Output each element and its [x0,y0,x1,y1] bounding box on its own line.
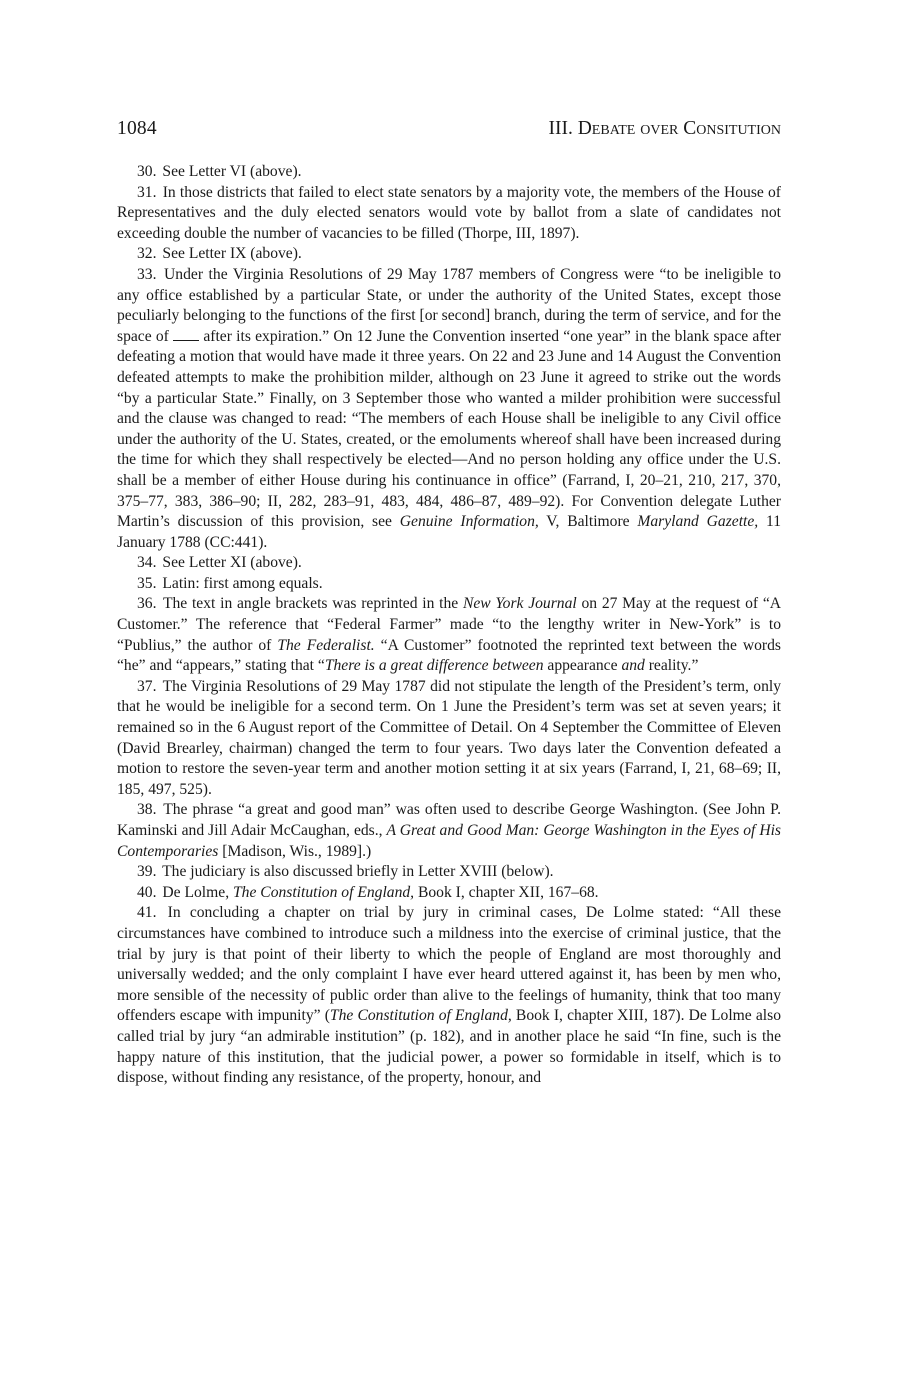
section-title [548,118,781,140]
endnote [117,265,781,553]
endnote [117,162,781,183]
endnote-italic-text: Genuine Information, [399,513,539,531]
endnote-text: See Letter IX (above). [162,245,302,263]
endnote-text: appearance [543,657,622,675]
endnote-text: Book I, chapter XII, 167–68. [414,883,599,901]
endnote [117,883,781,904]
endnote [117,903,781,1088]
endnote [117,574,781,595]
endnote [117,862,781,883]
endnote-text: V, Baltimore [538,513,638,531]
endnote-text: In concluding a chapter on trial by jury in criminal cases, De Lolme stated: “All these circumstances have combined to introduce such a mildness into the exercise of criminal justice, that the trial by jury is that point of their liberty to which the people of England are most thoroughly and universally wedded; and the only complaint I have ever heard uttered against it, has been by men who, more sensible of the necessity of public order than alive to the feelings of humanity, think that too many offenders escape with impunity” ( [117,904,781,1025]
endnote-number: 39. [137,863,157,881]
running-head [117,118,781,140]
endnote-text: The text in angle brackets was reprinted in the [162,595,463,613]
endnote-text: Latin: first among equals. [162,574,323,592]
endnote [117,594,781,676]
endnotes-list [117,162,781,1089]
section-title-roman: III. [548,118,573,139]
endnote-number: 35. [137,574,157,592]
endnote-number: 31. [137,183,157,201]
endnote-text: reality.” [644,657,699,675]
endnote-italic-text: and [621,657,645,675]
endnote-number: 40. [137,883,157,901]
endnote-italic-text: Maryland Gazette, [637,513,759,531]
endnote [117,677,781,801]
endnote-text: See Letter VI (above). [162,163,302,180]
endnote-text: The phrase “a great and good man” was often used to describe George Washington. (See John P. Kaminski and Jill Adair McCaughan, eds., [117,801,782,839]
endnote-italic-text: There is a great difference between [324,657,544,675]
endnote-italic-text: The Constitution of England, [233,883,415,901]
endnote [117,183,781,245]
endnote [117,800,781,862]
endnote-text: 11 January 1788 (CC:441). [117,513,781,551]
endnote [117,244,781,265]
endnote-text: See Letter XI (above). [162,554,302,572]
endnote-number: 34. [137,554,157,572]
endnote-text: The Virginia Resolutions of 29 May 1787 did not stipulate the length of the President’s term, only that he would be ineligible for a second term. On 1 June the President’s term was set at seven years; it remained so in the 6 August report of the Committee of Detail. On 4 September the Committee of Eleven (David Brearley, chairman) changed the term to four years. Two days later the Convention defeated a motion to restore the seven-year term and another motion setting it at six years (Farrand, I, 21, 68–69; II, 185, 497, 525). [117,677,781,798]
endnote-text: [Madison, Wis., 1989].) [218,842,372,860]
endnote-text: In those districts that failed to elect state senators by a majority vote, the members of the House of Representatives and the duly elected senators would vote by ballot from a slate of candidates not exceeding double the number of vacancies to be filled (Thorpe, III, 1897). [117,183,782,242]
endnote-text: The judiciary is also discussed briefly in Letter XVIII (below). [162,863,554,881]
section-title-text: Debate over Consitution [577,118,781,139]
endnote-number: 38. [137,801,157,819]
endnote-text: Under the Virginia Resolutions of 29 May 1787 members of Congress were “to be ineligible to any office established by a particular State, or under the authority of the United States, except those peculiarly belonging to the functions of the first [or second] branch, during the term of service, and for the space of [117,265,781,345]
endnote-number: 30. [137,163,157,180]
book-page [117,118,781,1089]
endnote-text: on 27 May at the request of “A Customer.” The reference that “Federal Farmer” made “to the lengthy writer in New-York” is to “Publius,” the author of [117,595,782,654]
endnote-text: “A Customer” footnoted the reprinted text between the words “he” and “appears,” stating that “ [117,636,781,675]
endnote-italic-text: A Great and Good Man: George Washington in the Eyes of His Contemporaries [117,822,781,860]
endnote-number: 33. [137,265,157,283]
blank-line [173,329,199,341]
endnote-text: De Lolme, [162,883,233,901]
endnote-text: after its expiration.” On 12 June the Convention inserted “one year” in the blank space after defeating a motion that would have made it three years. On 22 and 23 June and 14 August the Convention defeated attempts to make the prohibition milder, although on 23 June it agreed to strike out the words “by a particular State.” Finally, on 3 September those who wanted a milder prohibition were successful and the clause was changed to read: “The members of each House shall be ineligible to any Civil office under the authority of the U. States, created, or the emoluments whereof shall have been increased during the time for which they shall respectively be elected—And no person holding any office under the U.S. shall be a member of either House during his continuance in office” (Farrand, I, 20–21, 210, 217, 370, 375–77, 383, 386–90; II, 282, 283–91, 483, 484, 486–87, 489–92). For Convention delegate Luther Martin’s discussion of this provision, see [117,327,781,531]
endnote-italic-text: The Constitution of England, [329,1007,512,1025]
page-number: 1084 [117,118,157,139]
endnote-text: Book I, chapter XIII, 187). De Lolme also called trial by jury “an admirable institution” (p. 182), and in another place he said “In fine, such is the happy nature of this institution, that the judicial power, a power so formidable in itself, which is to dispose, without finding any resistance, of the property, honour, and [117,1007,781,1087]
endnote [117,553,781,574]
endnote-italic-text: The Federalist. [277,636,375,654]
endnote-number: 37. [137,677,157,695]
endnote-italic-text: New York Journal [462,595,577,613]
endnote-number: 41. [137,904,157,922]
endnote-number: 32. [137,245,157,263]
endnote-number: 36. [137,595,157,613]
